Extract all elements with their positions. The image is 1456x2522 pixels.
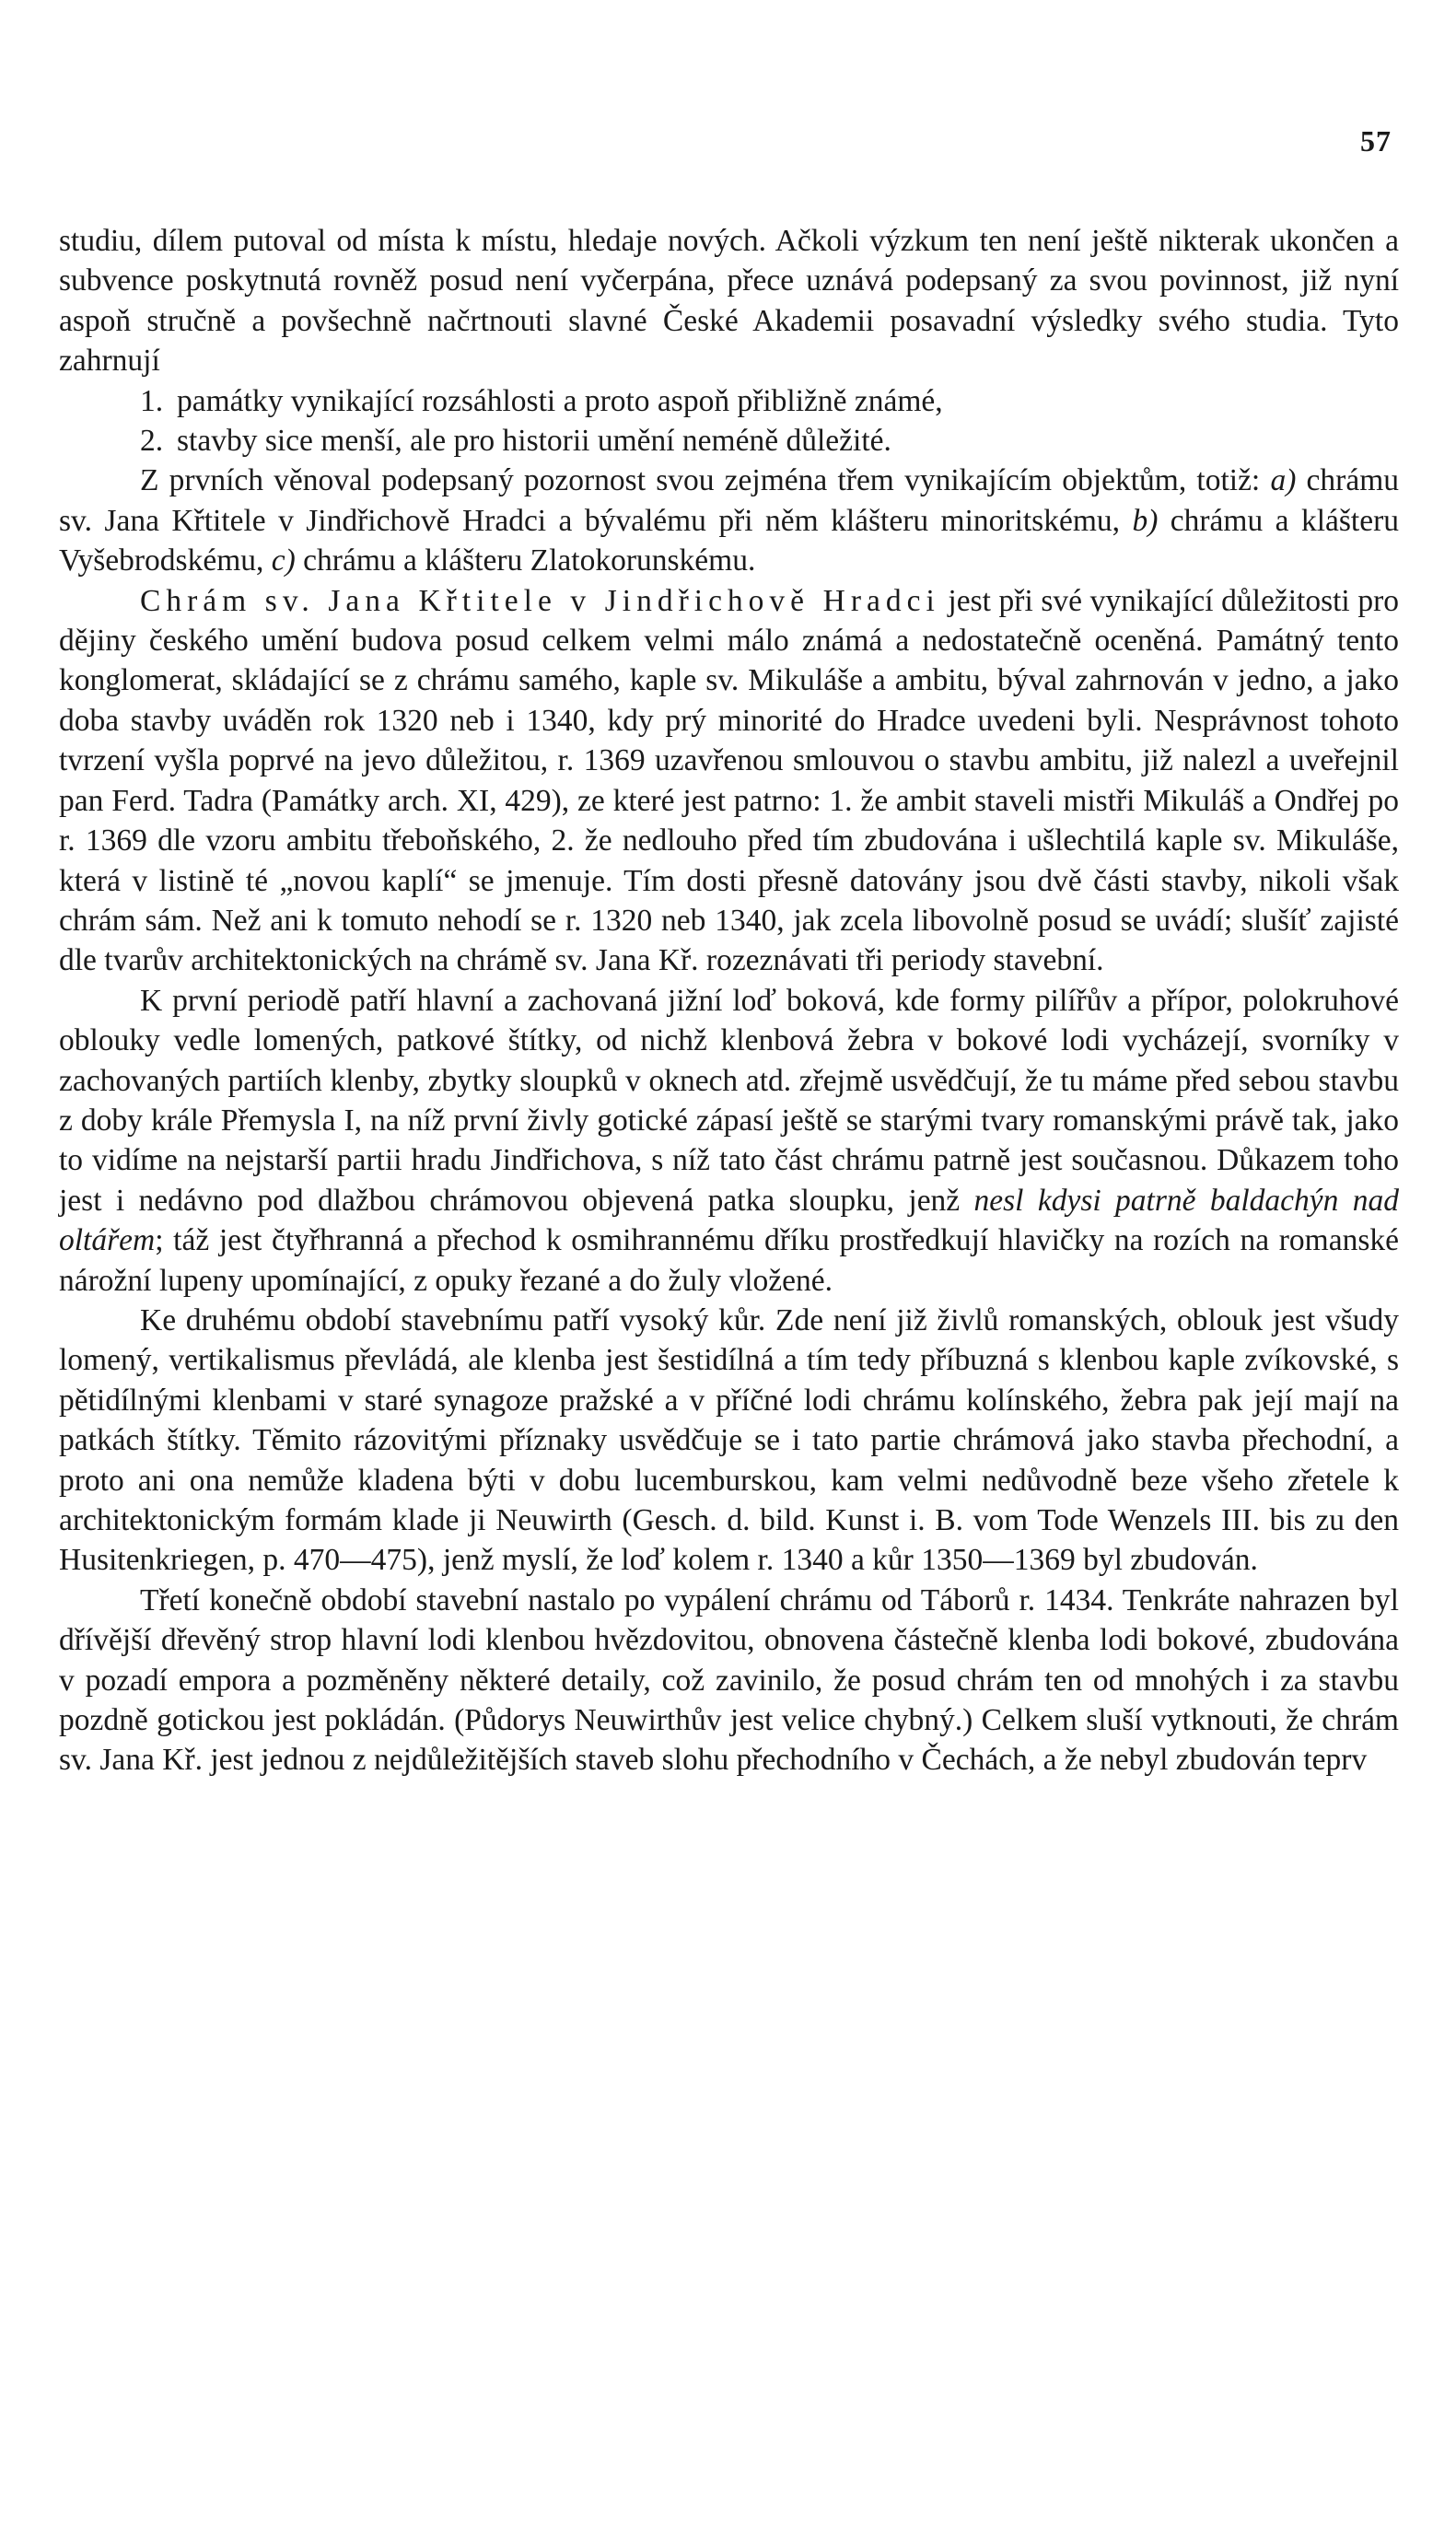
numbered-list (59, 381, 1399, 461)
list-item (59, 421, 1399, 461)
page-number: 57 (1360, 124, 1392, 158)
first-period-text-2: ; táž jest čtyřhranná a přechod k osmihrannému dříku prostředkují hlavičky na rozích na romanské nárožní lupeny upomínající, z opuky řezané a do žuly vložené. (59, 1223, 1399, 1298)
objects-text-2: chrámu sv. Jana Křtitele v Jindřichově Hradci a bývalému při něm klášteru minoritskému, (59, 463, 1400, 538)
objects-marker-a: a) (1270, 463, 1297, 498)
objects-marker-b: b) (1132, 503, 1159, 538)
first-period-text-1: K první periodě patří hlavní a zachovaná jižní loď boková, kde formy pilířův a přípor, polokruhové oblouky vedle lomených, patkové štítky, od nichž klenbová žebra v bokové lodi vycházejí, svorníky v zachovaných partiích klenby, zbytky sloupků v oknech atd. zřejmě usvědčují, že tu máme před sebou stavbu z doby krále Přemysla I, na níž první živly gotické zápasí ještě se starými tvary romanskými právě tak, jako to vidíme na nejstarší partii hradu Jindřichova, s níž tato část chrámu patrně jest současnou. Důkazem toho jest i nedávno pod dlažbou chrámovou objevená patka sloupku, jenž (59, 983, 1399, 1218)
chram-heading: Chrám sv. Jana Křtitele v Jindřichově Hradci (140, 583, 940, 618)
list-item (59, 381, 1399, 421)
objects-marker-c: c) (271, 543, 296, 578)
chram-paragraph (59, 581, 1399, 981)
objects-text-3: chrámu a klášteru Vyšebrodskému, (59, 503, 1399, 578)
chram-text: jest při své vynikající důležitosti pro dějiny českého umění budova posud celkem velmi málo známá a nedostatečně oceněná. Památný tento konglomerat, skládající se z chrámu samého, kaple sv. Mikuláše a ambitu, býval zahrnován v jedno, a jako doba stavby uváděn rok 1320 neb i 1340, kdy prý minorité do Hradce uvedeni byli. Nesprávnost tohoto tvrzení vyšla poprvé na jevo důležitou, r. 1369 uzavřenou smlouvou o stavbu ambitu, již nalezl a uveřejnil pan Ferd. Tadra (Památky arch. XI, 429), ze které jest patrno: 1. že ambit staveli mistři Mikuláš a Ondřej po r. 1369 dle vzoru ambitu třeboňského, 2. že nedlouho před tím zbudována i ušlechtilá kaple sv. Mikuláše, která v listině té „novou kaplí“ se jmenuje. Tím dosti přesně datovány jsou dvě části stavby, nikoli však chrám sám. Než ani k tomuto nehodí se r. 1320 neb 1340, jak zcela libovolně posud se uvádí; slušíť zajisté dle tvarův architektonických na chrámě sv. Jana Kř. rozeznávati tři periody stavební. (59, 583, 1399, 978)
objects-text-1: Z prvních věnoval podepsaný pozornost svou zejména třem vynikajícím objektům, totiž: (140, 463, 1271, 498)
first-period-paragraph (59, 981, 1399, 1301)
third-period-paragraph: Třetí konečně období stavební nastalo po vypálení chrámu od Táborů r. 1434. Tenkráte nahrazen byl dřívější dřevěný strop hlavní lodi klenbou hvězdovitou, obnovena částečně klenba lodi bokové, zbudována v pozadí empora a pozměněny některé detaily, což zavinilo, že posud chrám ten od mnohých i za stavbu pozdně gotickou jest pokládán. (Půdorys Neuwirthův jest velice chybný.) Celkem sluší vytknouti, že chrám sv. Jana Kř. jest jednou z nejdůležitějších staveb slohu přechodního v Čechách, a že nebyl zbudován teprv (59, 1582, 1399, 1778)
list-item-text: stavby sice menší, ale pro historii umění neméně důležité. (177, 424, 891, 459)
objects-paragraph (59, 461, 1399, 580)
first-period-italic: nesl kdysi patrně baldachýn nad oltářem (59, 1183, 1399, 1258)
body-text (59, 221, 1399, 1781)
list-item-number: 2. (140, 424, 164, 459)
second-period-paragraph: Ke druhému období stavebnímu patří vysoký kůr. Zde není již živlů romanských, oblouk jest všudy lomený, vertikalismus převládá, ale klenba jest šestidílná a tím tedy příbuzná s klenbou kaple zvíkovské, s pětidílnými klenbami v staré synagoze pražské a v příčné lodi chrámu kolínského, žebra pak její mají na patkách štítky. Těmito rázovitými příznaky usvědčuje se i tato partie chrámová jako stavba přechodní, a proto ani ona nemůže kladena býti v dobu lucemburskou, kam velmi nedůvodně beze všeho zřetele k architektonickým formám klade ji Neuwirth (Gesch. d. bild. Kunst i. B. vom Tode Wenzels III. bis zu den Husitenkriegen, p. 470—475), jenž myslí, že loď kolem r. 1340 a kůr 1350—1369 byl zbudován. (59, 1302, 1399, 1578)
list-item-text: památky vynikající rozsáhlosti a proto aspoň přibližně známé, (177, 383, 943, 418)
objects-text-4: chrámu a klášteru Zlatokorunskému. (295, 543, 756, 578)
intro-paragraph: studiu, dílem putoval od místa k místu, hledaje nových. Ačkoli výzkum ten není ještě nikterak ukončen a subvence poskytnutá rovněž posud není vyčerpána, přece uznává podepsaný za svou povinnost, již nyní aspoň stručně a povšechně načrtnouti slavné České Akademii posavadní výsledky svého studia. Tyto zahrnují (59, 224, 1399, 379)
list-item-number: 1. (140, 383, 164, 418)
